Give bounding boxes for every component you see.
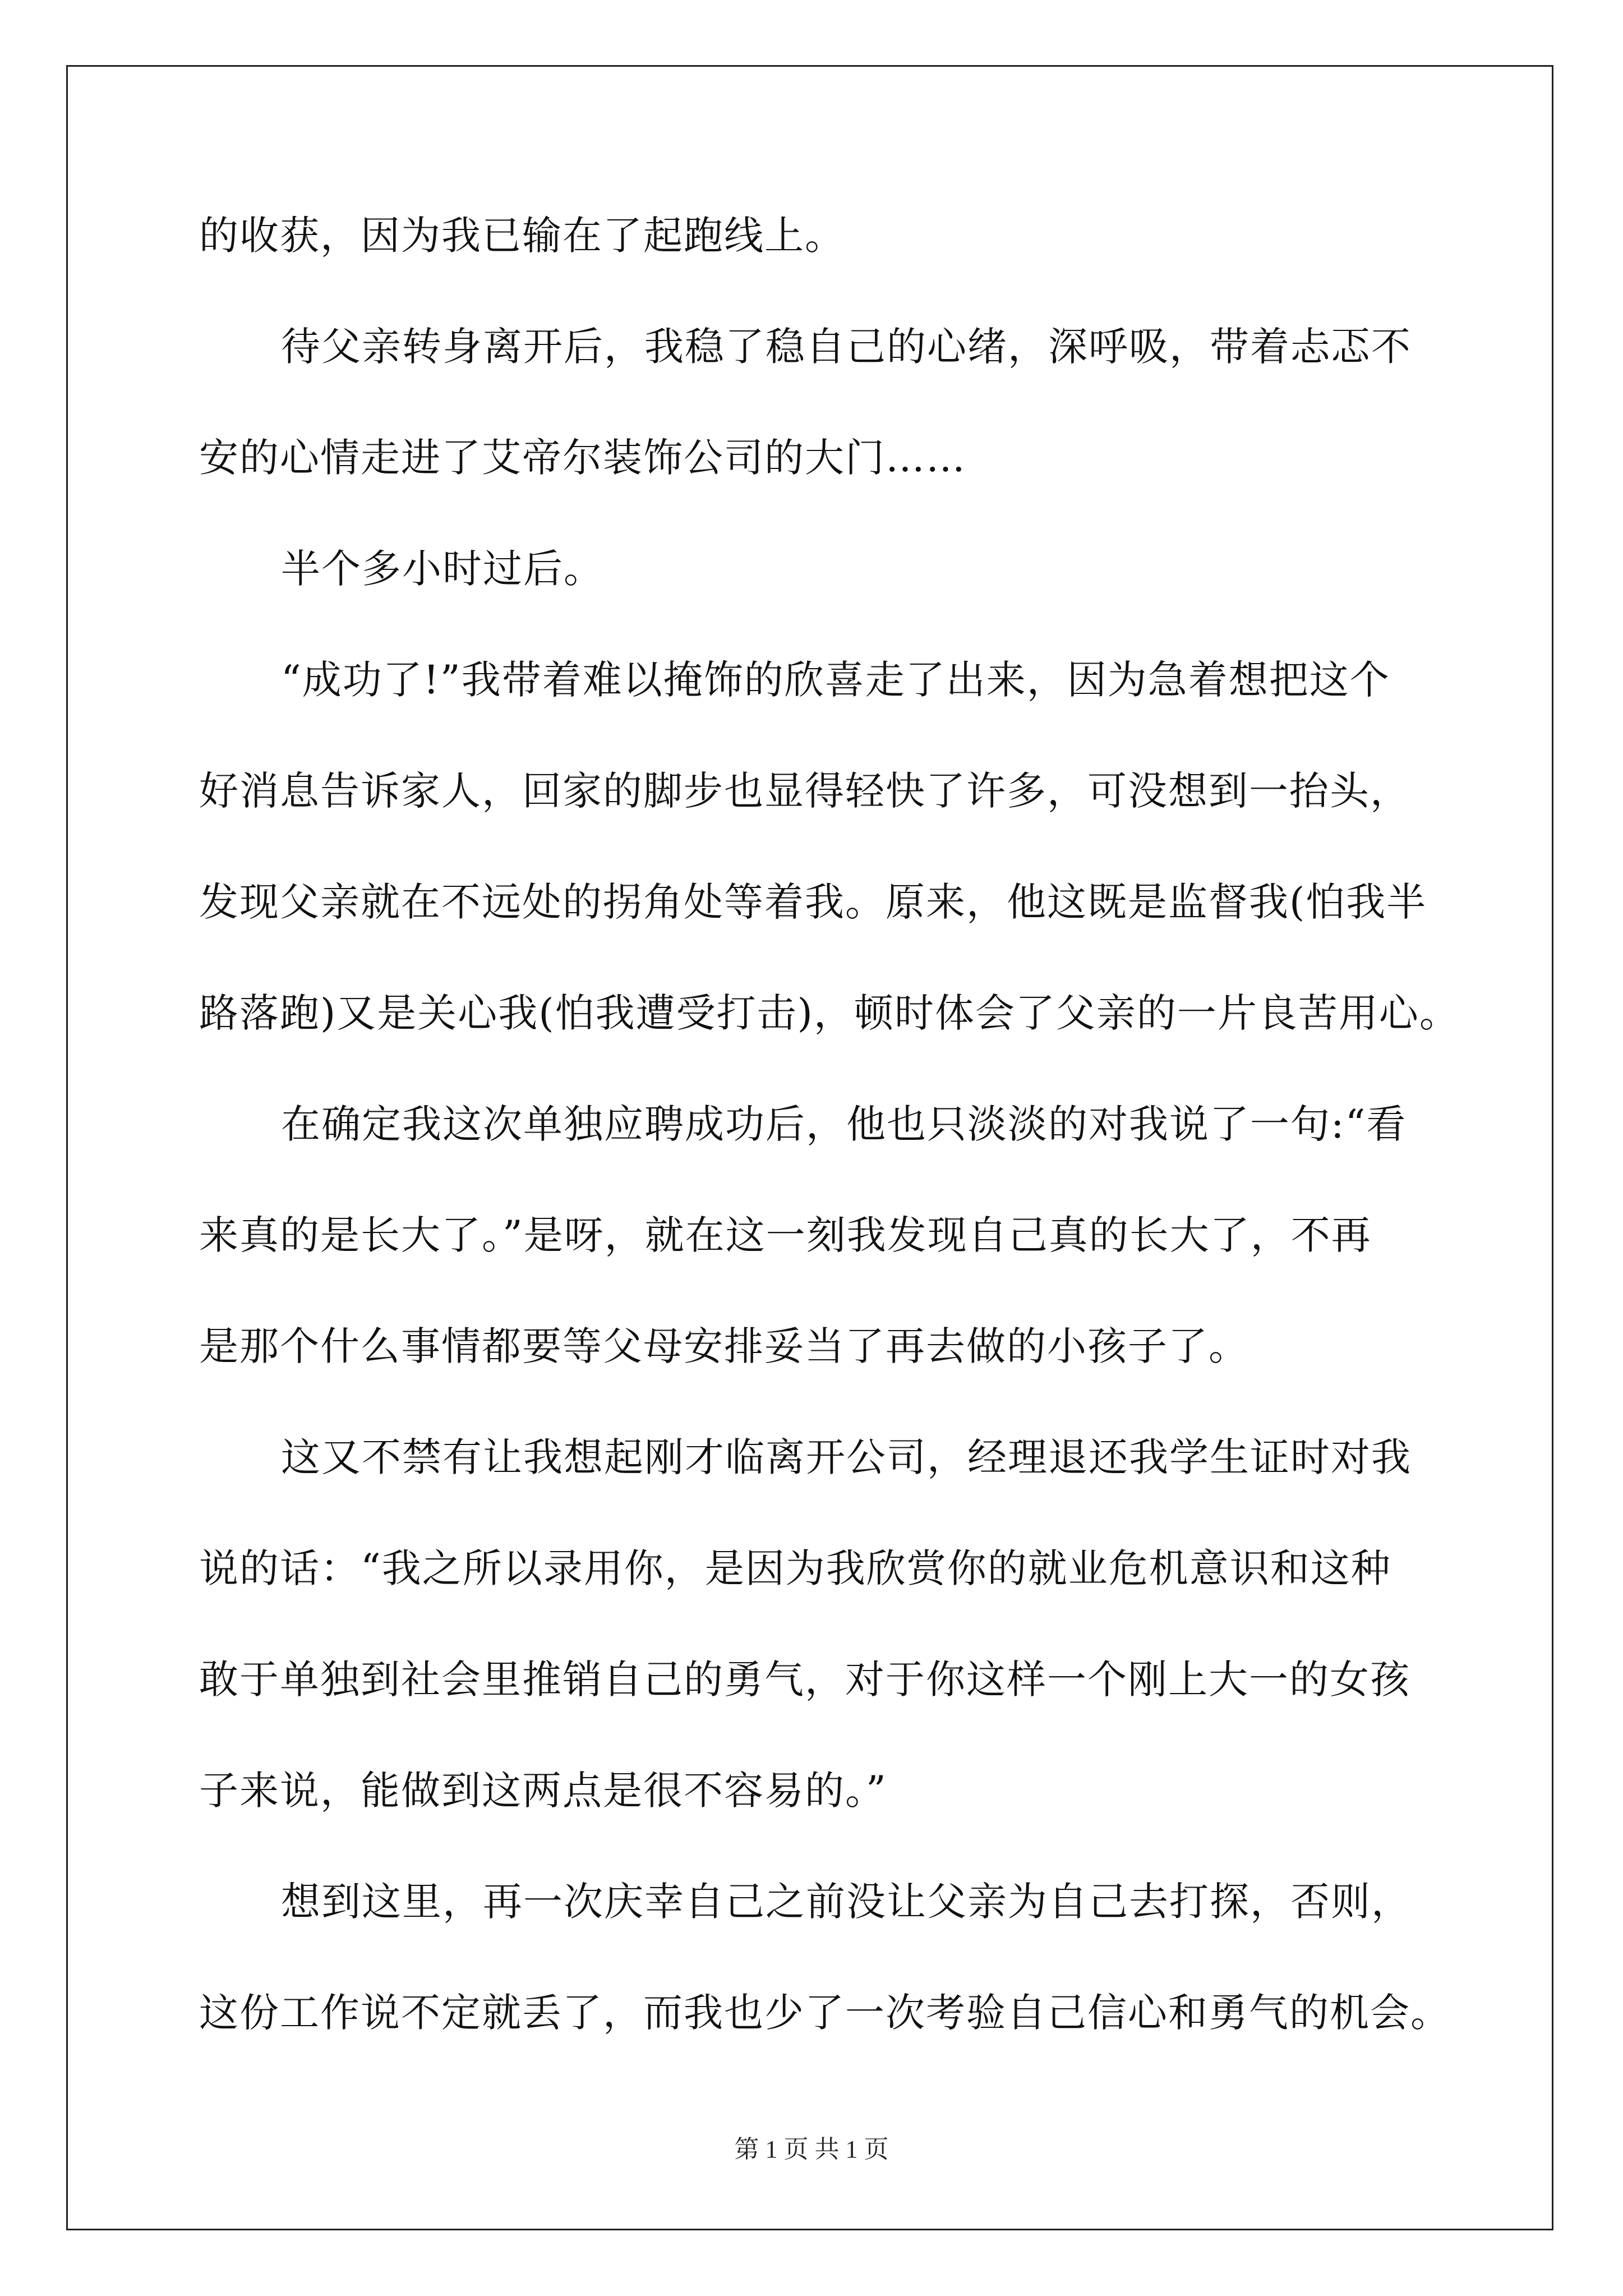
- text-line: 在确定我这次单独应聘成功后，他也只淡淡的对我说了一句:“看: [281, 1101, 1407, 1147]
- text-line: 这又不禁有让我想起刚才临离开公司，经理退还我学生证时对我: [281, 1434, 1412, 1480]
- text-line: 发现父亲就在不远处的拐角处等着我。原来，他这既是监督我(怕我半: [199, 879, 1427, 925]
- page-footer: 第 1 页 共 1 页: [734, 2136, 889, 2163]
- text-line: 是那个什么事情都要等父母安排妥当了再去做的小孩子了。: [199, 1323, 1249, 1369]
- text-line: “成功了!”我带着难以掩饰的欣喜走了出来，因为急着想把这个: [281, 657, 1390, 703]
- text-line: 说的话：“我之所以录用你，是因为我欣赏你的就业危机意识和这种: [199, 1545, 1391, 1591]
- text-line: 敢于单独到社会里推销自己的勇气，对于你这样一个刚上大一的女孩: [199, 1657, 1410, 1703]
- text-line: 来真的是长大了。”是呀，就在这一刻我发现自己真的长大了，不再: [199, 1212, 1372, 1258]
- text-line: 半个多小时过后。: [281, 546, 604, 592]
- text-line: 的收获，因为我已输在了起跑线上。: [199, 213, 845, 259]
- text-line: 好消息告诉家人，回家的脚步也显得轻快了许多，可没想到一抬头，: [199, 768, 1410, 814]
- text-line: 安的心情走进了艾帝尔装饰公司的大门……: [199, 435, 966, 481]
- text-line: 子来说，能做到这两点是很不容易的。”: [199, 1768, 887, 1814]
- text-line: 这份工作说不定就丢了，而我也少了一次考验自己信心和勇气的机会。: [199, 1990, 1451, 2036]
- document-body: [199, 202, 1460, 2090]
- text-line: 想到这里，再一次庆幸自己之前没让父亲为自己去打探，否则，: [281, 1879, 1412, 1925]
- text-line: 路落跑)又是关心我(怕我遭受打击)，顿时体会了父亲的一片良苦用心。: [199, 990, 1460, 1036]
- text-line: 待父亲转身离开后，我稳了稳自己的心绪，深呼吸，带着忐忑不: [281, 324, 1412, 370]
